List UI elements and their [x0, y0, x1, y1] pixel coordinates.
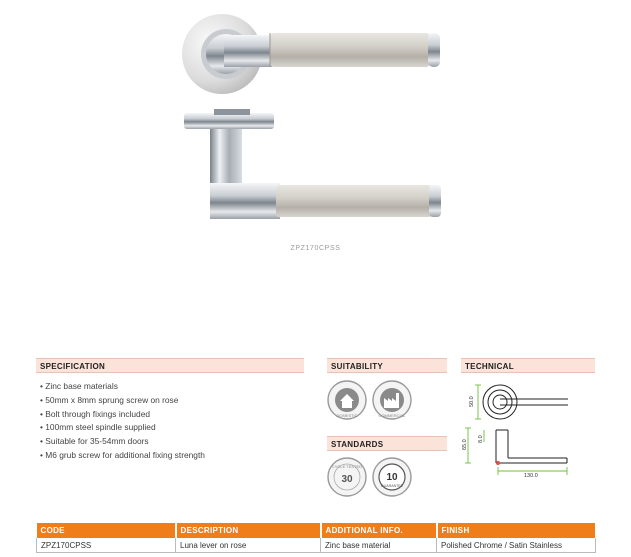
spec-item: • Zinc base materials: [40, 380, 205, 394]
specification-heading: SPECIFICATION: [36, 358, 304, 373]
technical-heading: TECHNICAL: [461, 358, 595, 373]
suitability-heading: SUITABILITY: [327, 358, 447, 373]
guarantee-text: GUARANTEE: [380, 484, 404, 488]
commercial-badge-text: COMMERCIAL: [378, 413, 406, 418]
spec-item: • 50mm x 8mm sprung screw on rose: [40, 394, 205, 408]
table-cell: Zinc base material: [321, 538, 437, 553]
product-table: [36, 523, 597, 553]
column-header: ADDITIONAL INFO.: [321, 523, 437, 538]
spec-item: • Bolt through fixings included: [40, 408, 205, 422]
table-row: [37, 538, 596, 553]
domestic-badge-text: DOMESTIC: [336, 413, 358, 418]
product-caption: ZPZ170CPSS: [290, 245, 341, 252]
column-header: CODE: [37, 523, 176, 538]
technical-drawing: [460, 378, 595, 483]
domestic-badge: [326, 379, 368, 421]
spec-item: • 100mm steel spindle supplied: [40, 421, 205, 435]
standards-heading: STANDARDS: [327, 436, 447, 451]
lever-handle-side-view: [180, 105, 450, 225]
guarantee-badge: [371, 456, 413, 498]
dim-rose: 50.0: [469, 396, 475, 407]
spec-item: • Suitable for 35-54mm doors: [40, 435, 205, 449]
table-header-row: [37, 523, 596, 538]
column-header: DESCRIPTION: [176, 523, 321, 538]
table-cell: ZPZ170CPSS: [37, 538, 176, 553]
table-cell: Polished Chrome / Satin Stainless: [437, 538, 596, 553]
cycle-tested-badge: [326, 456, 368, 498]
cycle-tested-text: CYCLE TESTED: [331, 464, 363, 469]
dim-projection: 65.0: [462, 439, 468, 450]
spec-item: • M6 grub screw for additional fixing strength: [40, 449, 205, 463]
dim-offset: 8.0: [478, 435, 484, 443]
dim-length: 130.0: [524, 473, 538, 479]
cycle-tested-number: 30: [341, 474, 353, 485]
table-cell: Luna lever on rose: [176, 538, 321, 553]
commercial-badge: [371, 379, 413, 421]
column-header: FINISH: [437, 523, 596, 538]
lever-handle-top-view: [180, 8, 450, 100]
guarantee-number: 10: [386, 472, 398, 483]
specification-list: [40, 380, 205, 463]
